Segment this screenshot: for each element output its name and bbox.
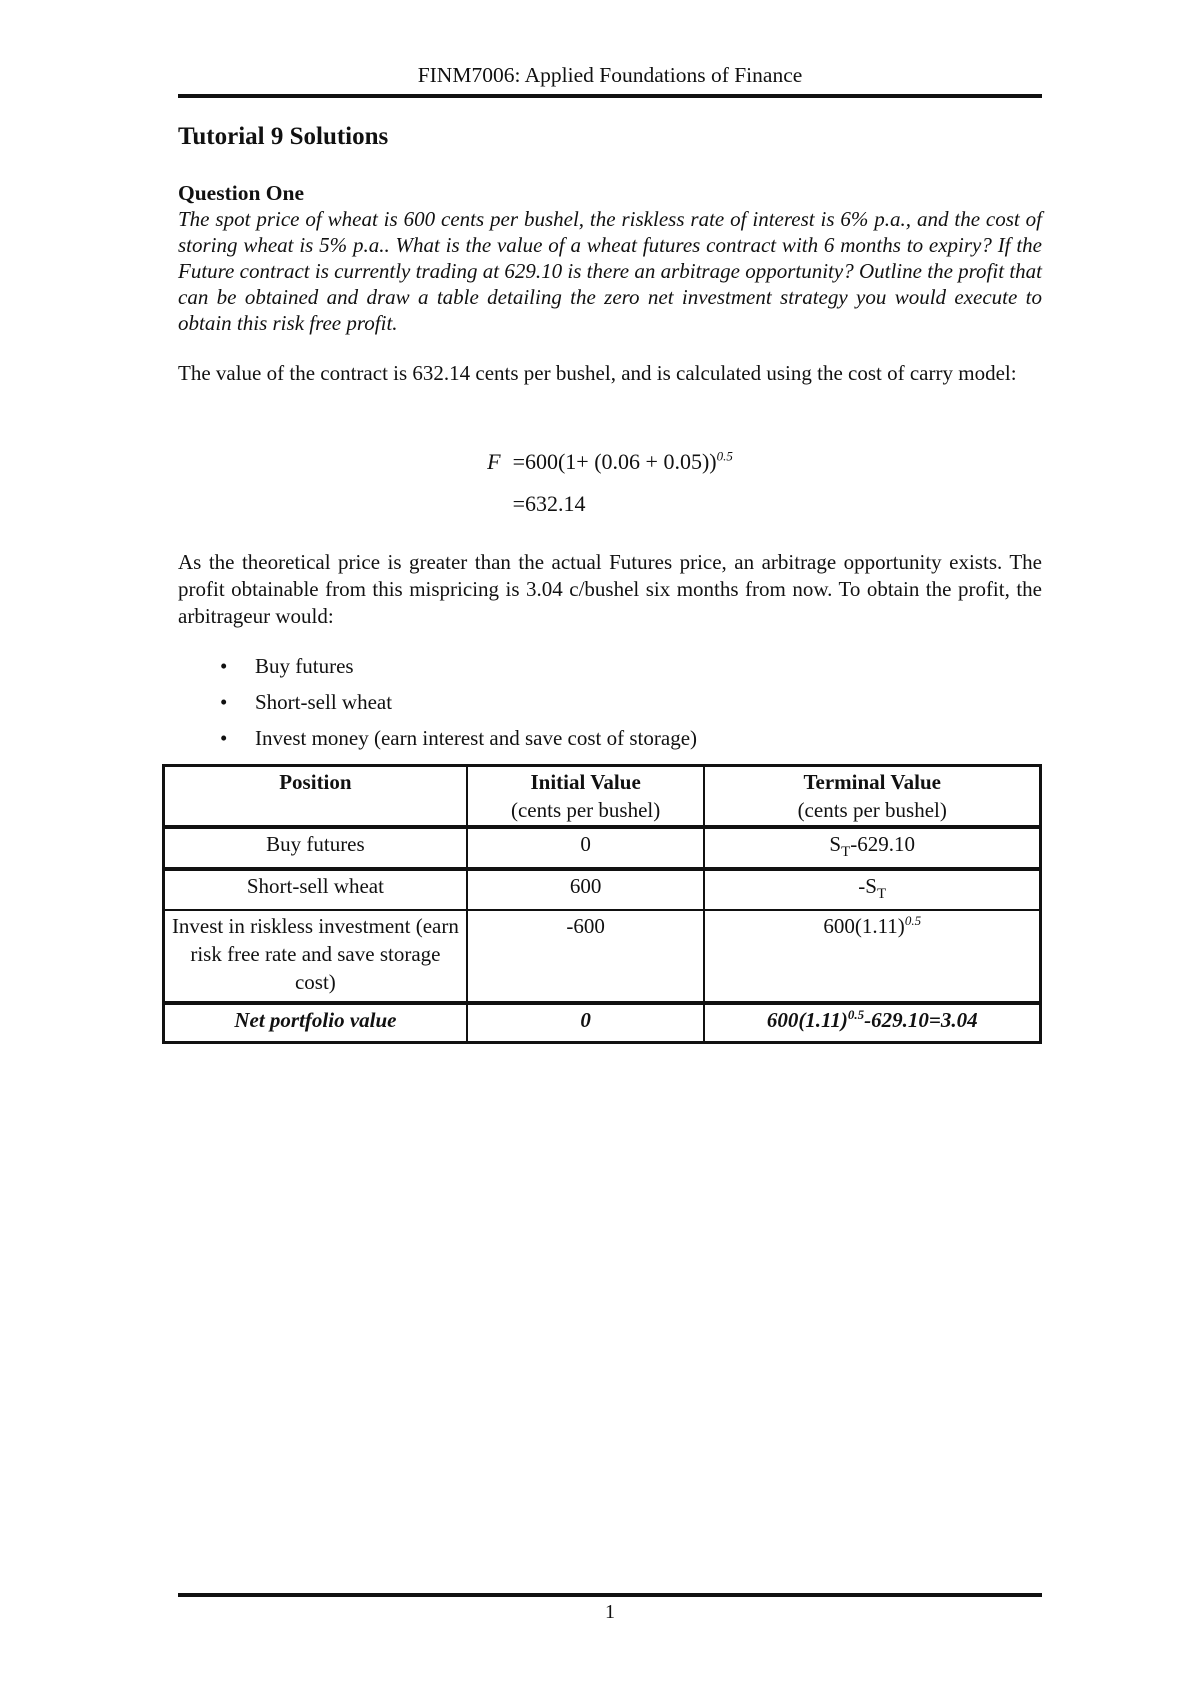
- col-header-position: Position: [164, 766, 467, 828]
- cell-initial: 600: [467, 869, 705, 910]
- course-header-text: FINM7006: Applied Foundations of Finance: [417, 63, 803, 87]
- list-item: [178, 684, 1042, 720]
- cell-terminal: $-S_T$: [704, 869, 1040, 910]
- list-item: [178, 648, 1042, 684]
- list-item: [178, 720, 1042, 756]
- list-item-label: Buy futures: [255, 654, 354, 678]
- formula-lhs-blank: [487, 483, 500, 525]
- cell-initial: -600: [467, 910, 705, 1003]
- cell-initial: 0: [467, 1003, 705, 1043]
- bullet-icon: •: [220, 654, 228, 678]
- cell-position: Buy futures: [164, 827, 467, 869]
- cell-position: Short-sell wheat: [164, 869, 467, 910]
- strategy-list: [178, 648, 1042, 756]
- cell-terminal: $600(1.11)^{0.5}-629.10=3.04$: [704, 1003, 1040, 1043]
- document-title: Tutorial 9 Solutions: [178, 123, 389, 150]
- cell-terminal: $600(1.11)^{0.5}$: [704, 910, 1040, 1003]
- formula-variable: F: [487, 449, 501, 474]
- table-row: [164, 869, 1041, 910]
- page-header: [178, 0, 1042, 98]
- footer-rule: [178, 1593, 1042, 1597]
- formula-line-2: =632.14: [512, 491, 586, 516]
- bullet-icon: •: [220, 690, 228, 714]
- cell-initial: 0: [467, 827, 705, 869]
- table-header-row: [164, 766, 1041, 828]
- page-content: [171, 0, 1042, 1044]
- formula-line-1: $=600(1+ (0.06 + 0.05))^{0.5}$: [512, 448, 733, 474]
- table-row-net-portfolio: [164, 1003, 1041, 1043]
- list-item-label: Short-sell wheat: [255, 690, 393, 714]
- cell-position: Net portfolio value: [164, 1003, 467, 1043]
- solution-intro: The value of the contract is 632.14 cents per bushel, and is calculated using the cost of carry model:: [178, 361, 1017, 385]
- cost-of-carry-formula: [487, 441, 733, 525]
- col-header-terminal-value: Terminal Value (cents per bushel): [704, 766, 1040, 828]
- col-header-initial-value: Initial Value (cents per bushel): [467, 766, 705, 828]
- table-row: [164, 910, 1041, 1003]
- cell-terminal: $S_T-629.10$: [704, 827, 1040, 869]
- strategy-table: [162, 764, 1042, 1044]
- formula-exponent: 0.5: [716, 448, 733, 464]
- cell-position: Invest in riskless investment (earn risk free rate and save storage cost): [164, 910, 467, 1003]
- arbitrage-analysis: As the theoretical price is greater than the actual Futures price, an arbitrage opportunity exists. The profit obtainable from this mispricing is 3.04 c/bushel six months from now. To obtain the profit, the arbitrageur would:: [178, 550, 1042, 628]
- question-one-heading: Question One: [178, 181, 305, 205]
- bullet-icon: •: [220, 726, 228, 750]
- page-number: 1: [605, 1601, 615, 1623]
- table-row: [164, 827, 1041, 869]
- question-one-text: The spot price of wheat is 600 cents per bushel, the riskless rate of interest is 6% p.a., and the cost of storing wheat is 5% p.a.. What is the value of a wheat futures contract with 6 months to expiry? If the Future contract is currently trading at 629.10 is there an arbitrage opportunity? Outline the profit that can be obtained and draw a table detailing the zero net investment strategy you would execute to obtain this risk free profit.: [178, 207, 1042, 335]
- list-item-label: Invest money (earn interest and save cost of storage): [255, 726, 698, 750]
